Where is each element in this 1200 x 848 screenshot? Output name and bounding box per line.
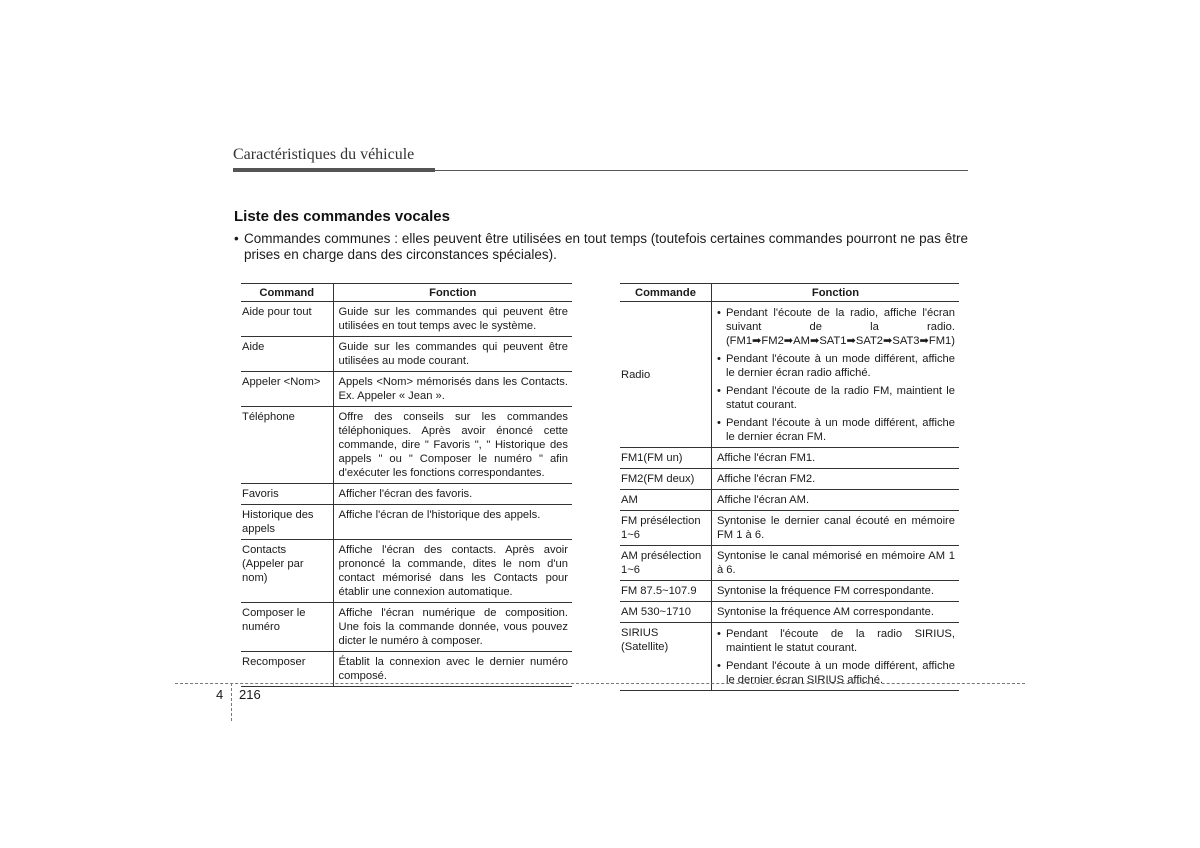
common-commands-table (241, 283, 572, 687)
table-row (241, 302, 572, 337)
audio-commands-table (620, 283, 959, 691)
command-cell: Favoris (241, 484, 333, 505)
column-header-function: Fonction (711, 284, 959, 302)
command-cell: Contacts (Appeler par nom) (241, 540, 333, 603)
function-list (717, 627, 955, 687)
table-row-radio (620, 302, 959, 448)
table-row (241, 540, 572, 603)
table-row-sirius (620, 623, 959, 691)
footer-rule (175, 683, 1025, 684)
chapter-number: 4 (216, 687, 224, 702)
function-cell: Affiche l'écran FM2. (711, 469, 959, 490)
table-row (241, 505, 572, 540)
command-cell: Appeler <Nom> (241, 372, 333, 407)
table-row (620, 511, 959, 546)
function-cell: Appels <Nom> mémorisés dans les Contacts. Ex. Appeler « Jean ». (333, 372, 572, 407)
command-cell: AM présélection 1~6 (620, 546, 711, 581)
list-item: • Pendant l'écoute de la radio FM, maintient le statut courant. (717, 384, 955, 412)
list-item: • Pendant l'écoute à un mode différent, affiche le dernier écran SIRIUS affiché. (717, 659, 955, 687)
command-cell: SIRIUS (Satellite) (620, 623, 711, 691)
table-row (241, 372, 572, 407)
command-cell: Radio (620, 302, 711, 448)
section-title: Liste des commandes vocales (234, 208, 450, 225)
list-item: • Pendant l'écoute de la radio SIRIUS, maintient le statut courant. (717, 627, 955, 655)
command-cell: Historique des appels (241, 505, 333, 540)
function-cell: Afficher l'écran des favoris. (333, 484, 572, 505)
intro-bullet: • (234, 231, 239, 246)
table-row (620, 546, 959, 581)
command-cell: FM1(FM un) (620, 448, 711, 469)
function-cell: Syntonise la fréquence FM correspondante. (711, 581, 959, 602)
table-row (241, 337, 572, 372)
table-row (620, 490, 959, 511)
table-row (241, 652, 572, 687)
function-cell: Guide sur les commandes qui peuvent être utilisées en tout temps avec le système. (333, 302, 572, 337)
table-row (620, 469, 959, 490)
chapter-header: Caractéristiques du véhicule (233, 146, 415, 163)
list-item: • Pendant l'écoute à un mode différent, affiche le dernier écran radio affiché. (717, 352, 955, 380)
table-row (620, 602, 959, 623)
function-cell (711, 302, 959, 448)
column-header-command: Command (241, 284, 333, 302)
table-row (241, 484, 572, 505)
command-cell: AM 530~1710 (620, 602, 711, 623)
table-row (241, 603, 572, 652)
command-cell: Aide (241, 337, 333, 372)
column-header-command: Commande (620, 284, 711, 302)
function-cell: Affiche l'écran de l'historique des appels. (333, 505, 572, 540)
function-cell: Offre des conseils sur les commandes téléphoniques. Après avoir énoncé cette commande, dire " Favoris ", " Historique des appels " ou " Composer le numéro " afin d'exécuter les fonctions correspondantes. (333, 407, 572, 484)
list-item: • Pendant l'écoute de la radio, affiche l'écran suivant de la radio. (FM1➡FM2➡AM➡SAT1➡SAT2➡SAT3➡FM1) (717, 306, 955, 348)
page-number: 216 (239, 687, 261, 702)
intro-text: Commandes communes : elles peuvent être utilisées en tout temps (toutefois certaines commandes pourront ne pas être prises en charge dans des circonstances spéciales). (244, 231, 968, 262)
table-header-row (241, 284, 572, 302)
command-cell: Composer le numéro (241, 603, 333, 652)
footer-separator (231, 683, 232, 721)
table-header-row (620, 284, 959, 302)
command-cell: Recomposer (241, 652, 333, 687)
function-cell: Guide sur les commandes qui peuvent être utilisées au mode courant. (333, 337, 572, 372)
list-item: • Pendant l'écoute à un mode différent, affiche le dernier écran FM. (717, 416, 955, 444)
table-row (241, 407, 572, 484)
function-cell: Syntonise la fréquence AM correspondante. (711, 602, 959, 623)
function-cell: Affiche l'écran FM1. (711, 448, 959, 469)
command-cell: FM présélection 1~6 (620, 511, 711, 546)
command-cell: Téléphone (241, 407, 333, 484)
table-row (620, 581, 959, 602)
function-cell: Affiche l'écran numérique de composition. Une fois la commande donnée, vous pouvez dicter le numéro à composer. (333, 603, 572, 652)
function-cell: Affiche l'écran AM. (711, 490, 959, 511)
function-cell (711, 623, 959, 691)
function-cell: Syntonise le dernier canal écouté en mémoire FM 1 à 6. (711, 511, 959, 546)
function-list (717, 306, 955, 444)
command-cell: FM2(FM deux) (620, 469, 711, 490)
header-rule-accent (233, 168, 435, 172)
command-cell: Aide pour tout (241, 302, 333, 337)
intro-paragraph (234, 231, 968, 263)
column-header-function: Fonction (333, 284, 572, 302)
function-cell: Établit la connexion avec le dernier numéro composé. (333, 652, 572, 687)
function-cell: Syntonise le canal mémorisé en mémoire AM 1 à 6. (711, 546, 959, 581)
command-cell: FM 87.5~107.9 (620, 581, 711, 602)
function-cell: Affiche l'écran des contacts. Après avoir prononcé la commande, dites le nom d'un contact mémorisé dans les Contacts pour établir une connexion automatique. (333, 540, 572, 603)
command-cell: AM (620, 490, 711, 511)
table-row (620, 448, 959, 469)
